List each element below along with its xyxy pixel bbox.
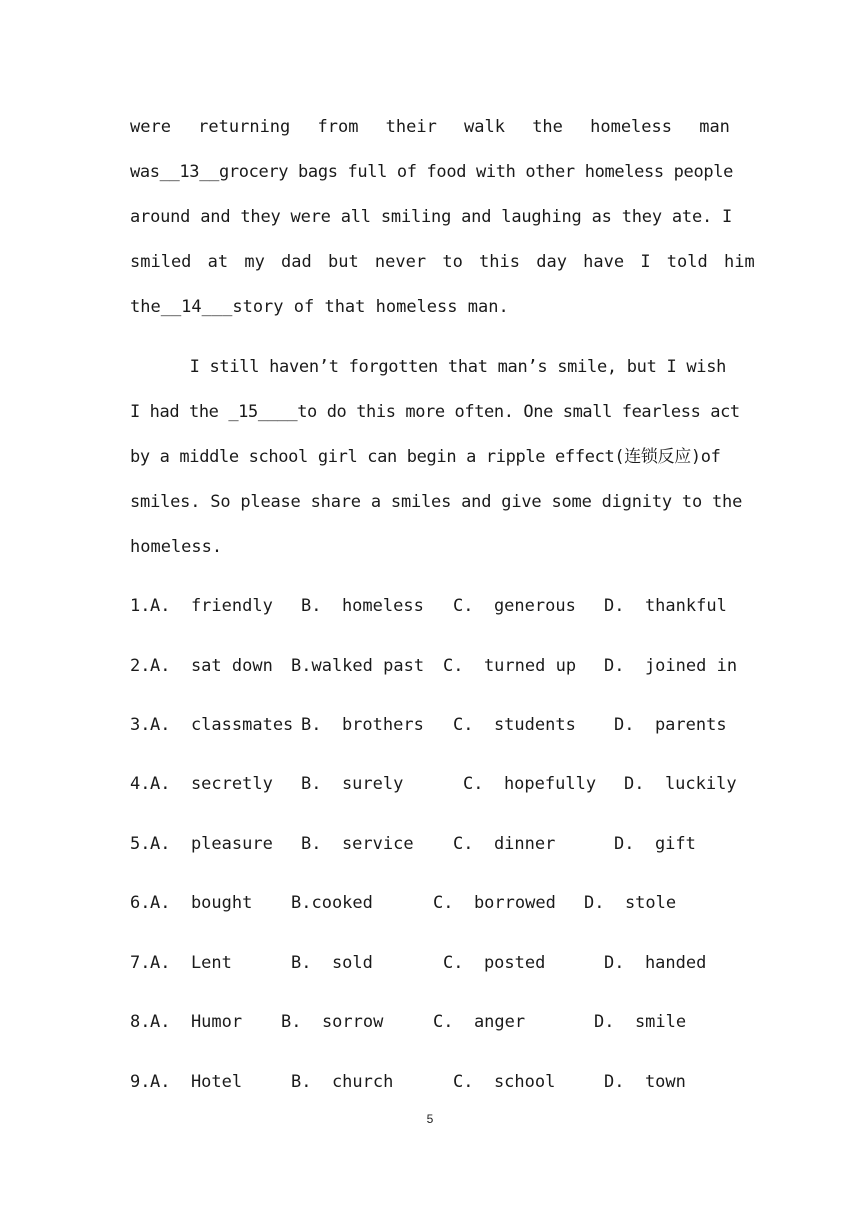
option-c: C. turned up xyxy=(443,656,577,676)
option-c: C. generous xyxy=(453,596,576,616)
question-row xyxy=(130,1012,687,1036)
option-c: C. hopefully xyxy=(463,774,597,794)
passage-line: smiled at my dad but never to this day have I told him xyxy=(130,252,755,272)
option-a: A. Lent xyxy=(150,953,232,973)
option-c: C. posted xyxy=(443,953,546,973)
question-row xyxy=(130,893,677,917)
option-a: A. friendly xyxy=(150,596,273,616)
question-number: 7. xyxy=(130,953,151,973)
word: were xyxy=(130,117,171,137)
option-c: C. dinner xyxy=(453,834,556,854)
option-a: A. pleasure xyxy=(150,834,273,854)
question-number: 6. xyxy=(130,893,151,913)
passage-line: by a middle school girl can begin a ripple effect(连锁反应)of xyxy=(130,447,721,467)
question-number: 1. xyxy=(130,596,151,616)
word: man xyxy=(699,117,730,137)
passage-paragraph-2 xyxy=(130,345,743,570)
question-row xyxy=(130,596,727,620)
option-b: B. surely xyxy=(301,774,404,794)
option-b: B. sorrow xyxy=(281,1012,384,1032)
question-number: 9. xyxy=(130,1072,151,1092)
option-b: B.walked past xyxy=(291,656,425,676)
option-d: D. luckily xyxy=(624,774,737,794)
passage-line: around and they were all smiling and laughing as they ate. I xyxy=(130,207,733,227)
question-row xyxy=(130,1072,686,1096)
option-c: C. school xyxy=(453,1072,556,1092)
option-d: D. thankful xyxy=(604,596,727,616)
passage-paragraph-1 xyxy=(130,105,755,330)
page-number: 5 xyxy=(426,1112,434,1126)
word: returning xyxy=(198,117,291,137)
word: walk xyxy=(464,117,505,137)
word: the xyxy=(532,117,563,137)
option-c: C. students xyxy=(453,715,576,735)
option-d: D. joined in xyxy=(604,656,738,676)
option-a: A. Humor xyxy=(150,1012,243,1032)
passage-line: I had the _15____to do this more often. One small fearless act xyxy=(130,402,740,422)
option-b: B. homeless xyxy=(301,596,424,616)
option-a: A. bought xyxy=(150,893,253,913)
question-number: 4. xyxy=(130,774,151,794)
passage-line-justified xyxy=(130,105,730,150)
passage-line: the__14___story of that homeless man. xyxy=(130,297,509,317)
option-c: C. borrowed xyxy=(433,893,556,913)
passage-line: homeless. xyxy=(130,537,223,557)
option-b: B.cooked xyxy=(291,893,373,913)
question-row xyxy=(130,953,707,977)
option-b: B. brothers xyxy=(301,715,424,735)
question-row xyxy=(130,715,727,739)
option-b: B. church xyxy=(291,1072,394,1092)
option-b: B. service xyxy=(301,834,414,854)
question-number: 5. xyxy=(130,834,151,854)
word: their xyxy=(385,117,437,137)
option-d: D. smile xyxy=(594,1012,687,1032)
question-row xyxy=(130,774,737,798)
option-d: D. handed xyxy=(604,953,707,973)
option-c: C. anger xyxy=(433,1012,526,1032)
option-b: B. sold xyxy=(291,953,373,973)
option-d: D. stole xyxy=(584,893,677,913)
option-a: A. secretly xyxy=(150,774,273,794)
passage-line: was__13__grocery bags full of food with other homeless people xyxy=(130,162,733,182)
option-a: A. sat down xyxy=(150,656,273,676)
question-number: 2. xyxy=(130,656,151,676)
option-d: D. town xyxy=(604,1072,686,1092)
question-row xyxy=(130,656,738,680)
question-row xyxy=(130,834,696,858)
option-a: A. classmates xyxy=(150,715,294,735)
option-d: D. parents xyxy=(614,715,727,735)
option-d: D. gift xyxy=(614,834,696,854)
option-a: A. Hotel xyxy=(150,1072,243,1092)
question-number: 8. xyxy=(130,1012,151,1032)
word: from xyxy=(317,117,359,137)
passage-line: smiles. So please share a smiles and give some dignity to the xyxy=(130,492,743,512)
question-number: 3. xyxy=(130,715,151,735)
word: homeless xyxy=(590,117,672,137)
passage-line: I still haven’t forgotten that man’s smile, but I wish xyxy=(130,357,727,377)
